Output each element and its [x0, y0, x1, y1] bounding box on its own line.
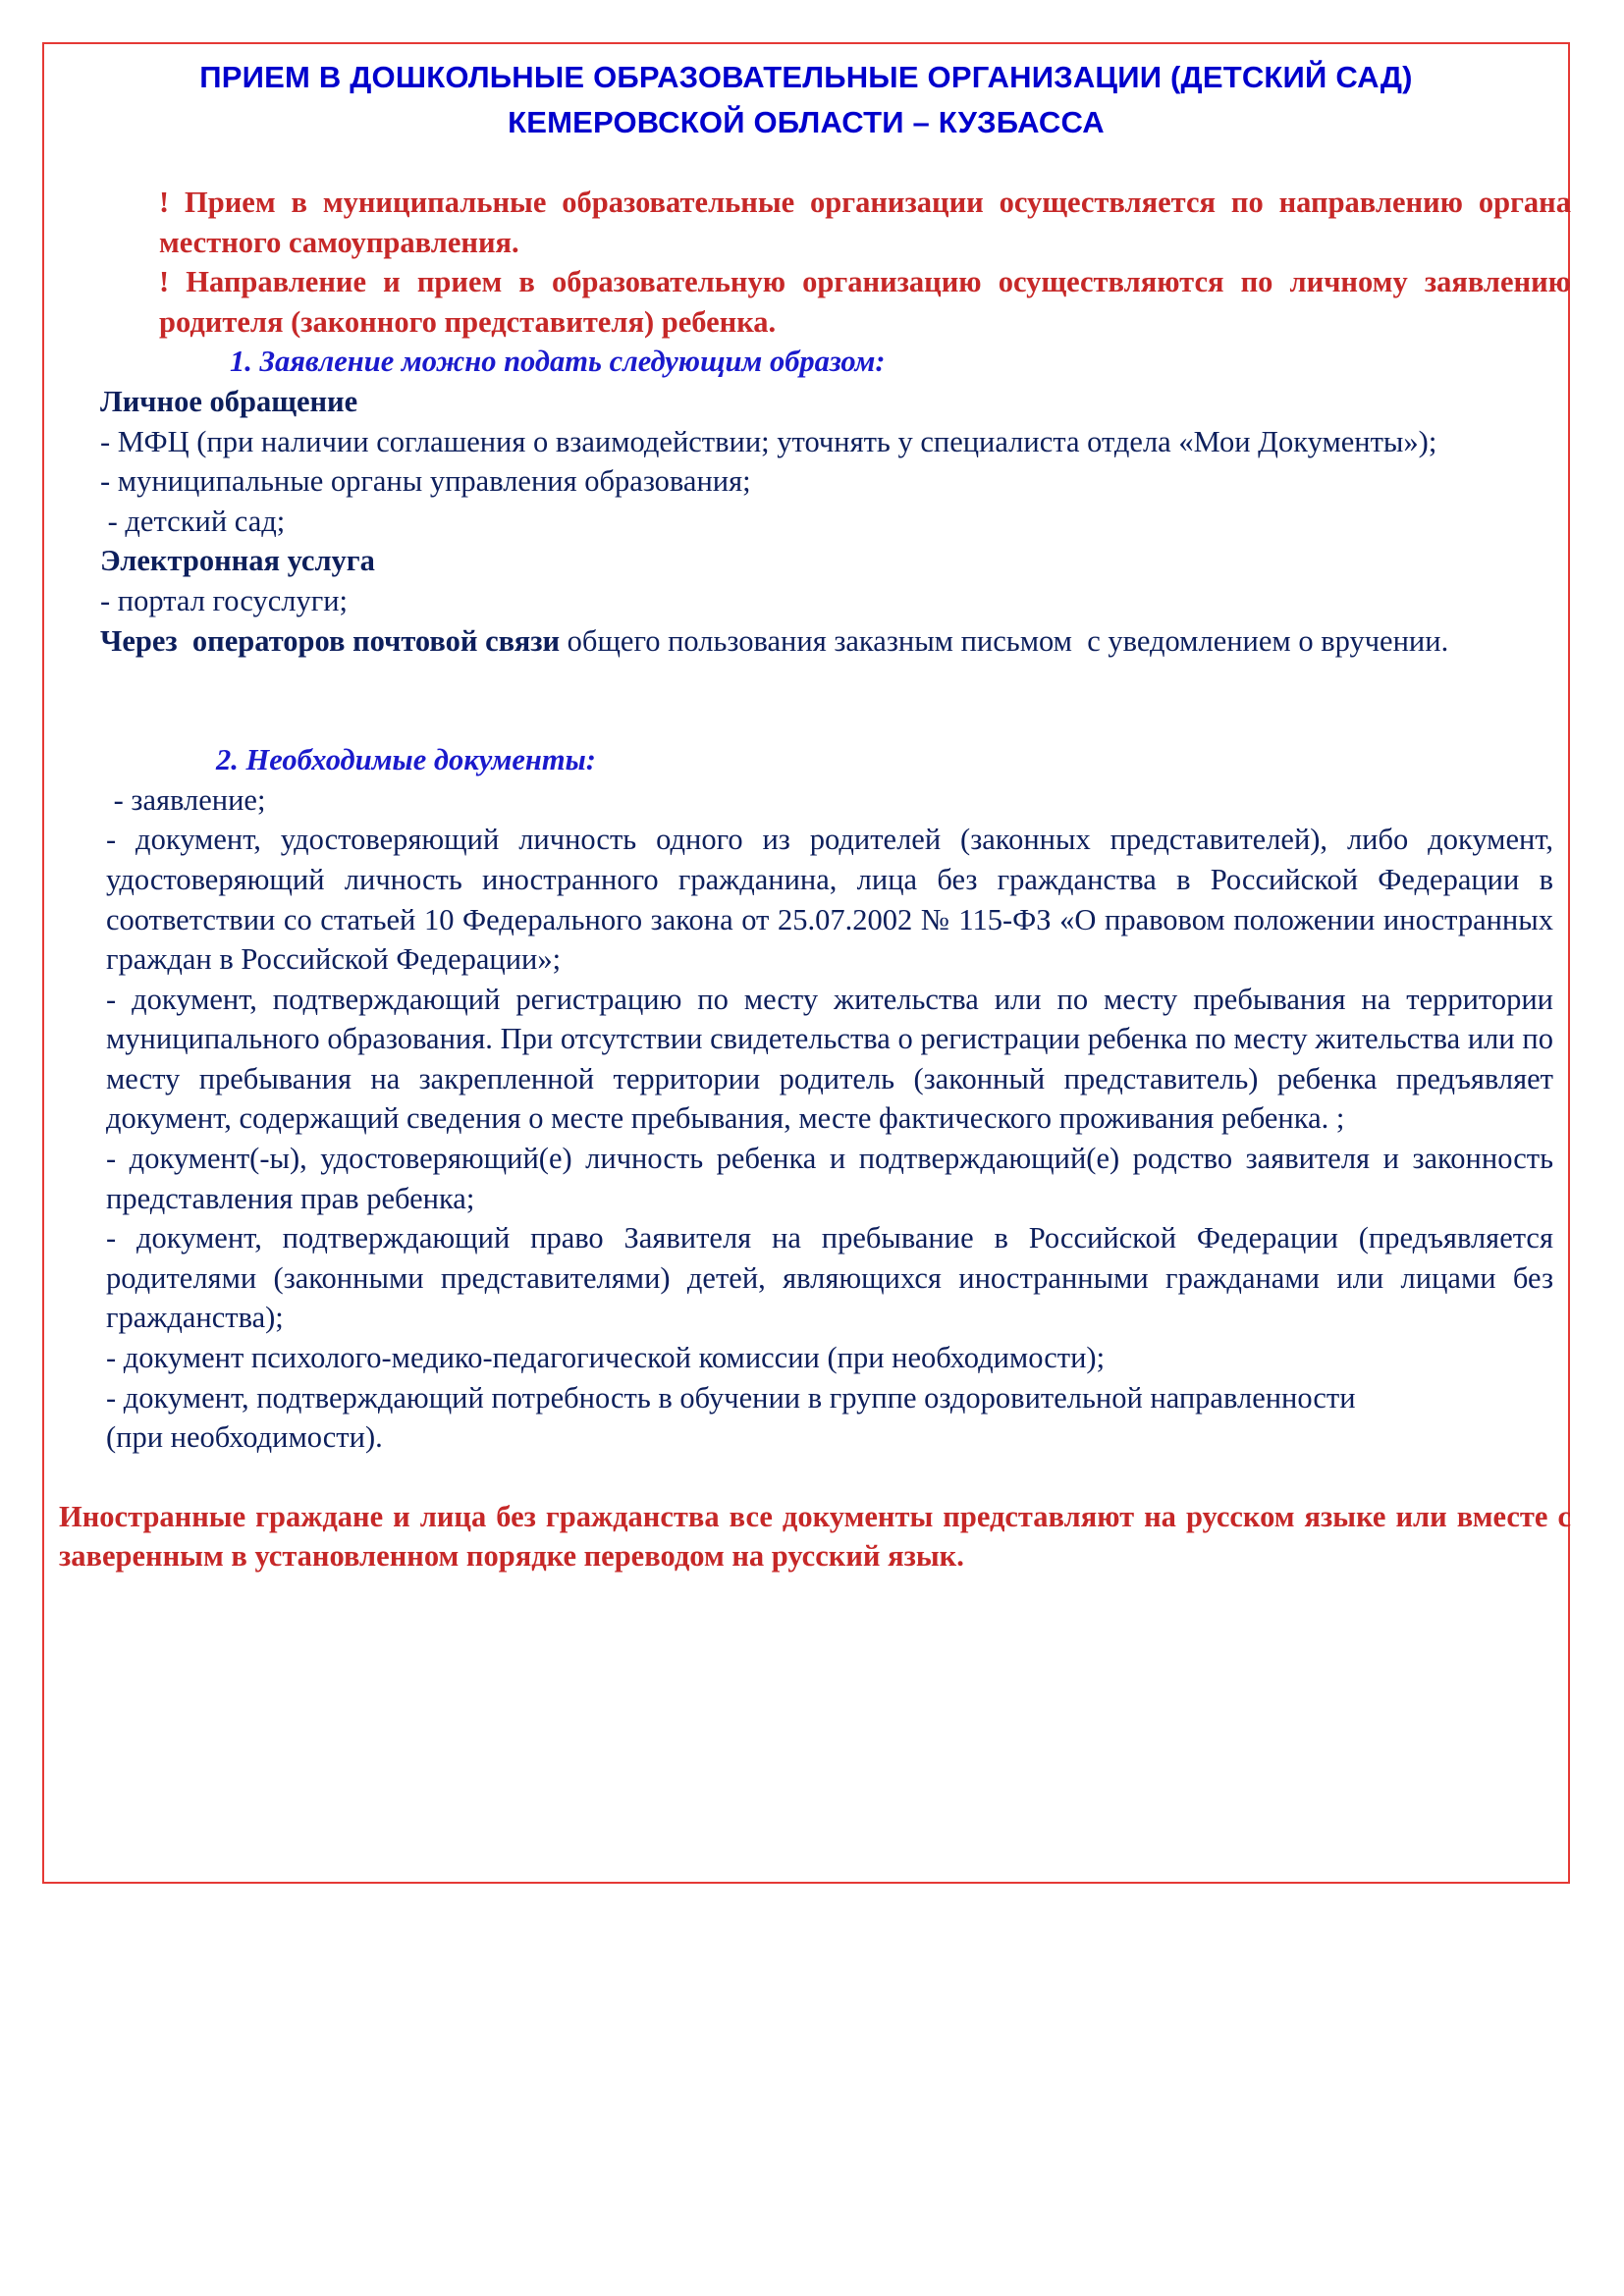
list-item-parent-id: - документ, удостоверяющий личность одного из родителей (законных представителей), либо документ, удостоверяющий личность иностранного гражданина, лица без гражданства в Российской Федерации в соответствии со статьей 10 Федерального закона от 25.07.2002 № 115-ФЗ «О правовом положении иностранных граждан в Российской Федерации»;	[106, 823, 1553, 977]
list-item-mfc: - МФЦ (при наличии соглашения о взаимодействии; уточнять у специалиста отдела «Мои Документы»);	[100, 424, 1437, 458]
list-item-child-id: - документ(-ы), удостоверяющий(е) личность ребенка и подтверждающий(е) родство заявителя и законность представления прав ребенка;	[106, 1142, 1553, 1215]
title-line-2: КЕМЕРОВСКОЙ ОБЛАСТИ – КУЗБАССА	[508, 105, 1105, 139]
list-item-health-group: - документ, подтверждающий потребность в обучении в группе оздоровительной направленности (при необходимости).	[106, 1380, 1356, 1455]
electronic-service-heading: Электронная услуга	[100, 544, 375, 578]
document-body	[59, 183, 1571, 1576]
postal-delivery-text: общего пользования заказным письмом с уведомлением о вручении.	[560, 623, 1449, 658]
postal-delivery-paragraph	[59, 621, 1571, 662]
postal-delivery-lead: Через операторов почтовой связи	[100, 623, 561, 658]
list-item-registration: - документ, подтверждающий регистрацию по месту жительства или по месту пребывания на территории муниципального образования. При отсутствии свидетельства о регистрации ребенка по месту жительства или по месту пребывания на закрепленной территории родитель (законный представитель) ребенка предъявляет документ, содержащий сведения о месте пребывания, месте фактического проживания ребенка. ;	[106, 982, 1553, 1136]
notice-referral: ! Прием в муниципальные образовательные организации осуществляется по направлению органа местного самоуправления.	[159, 186, 1571, 259]
list-item-application: - заявление;	[106, 782, 266, 817]
section-1-heading: 1. Заявление можно подать следующим образом:	[230, 345, 886, 379]
list-item-education-authorities: - муниципальные органы управления образования;	[100, 464, 751, 499]
section-2-heading: 2. Необходимые документы:	[216, 743, 596, 777]
list-item-pmpk: - документ психолого-медико-педагогической комиссии (при необходимости);	[106, 1341, 1106, 1375]
required-documents-list	[59, 780, 1553, 1458]
spacer	[59, 1458, 1571, 1497]
notice-application: ! Направление и прием в образовательную организацию осуществляются по личному заявлению родителя (законного представителя) ребенка.	[159, 265, 1571, 339]
foreign-citizens-notice: Иностранные граждане и лица без гражданства все документы представляют на русском языке или вместе с заверенным в установленном порядке переводом на русский язык.	[59, 1499, 1571, 1574]
list-item-gosuslugi-portal: - портал госуслуги;	[100, 583, 349, 617]
title-line-1: ПРИЕМ В ДОШКОЛЬНЫЕ ОБРАЗОВАТЕЛЬНЫЕ ОРГАНИЗАЦИИ (ДЕТСКИЙ САД)	[199, 60, 1413, 94]
list-item-kindergarten: - детский сад;	[100, 504, 286, 538]
document-title	[44, 55, 1568, 145]
spacer	[59, 661, 1571, 740]
list-item-residence-right: - документ, подтверждающий право Заявителя на пребывание в Российской Федерации (предъявляется родителями (законными представителями) детей, являющихся иностранными гражданами или лицами без гражданства);	[106, 1221, 1553, 1335]
personal-visit-heading: Личное обращение	[100, 384, 358, 418]
